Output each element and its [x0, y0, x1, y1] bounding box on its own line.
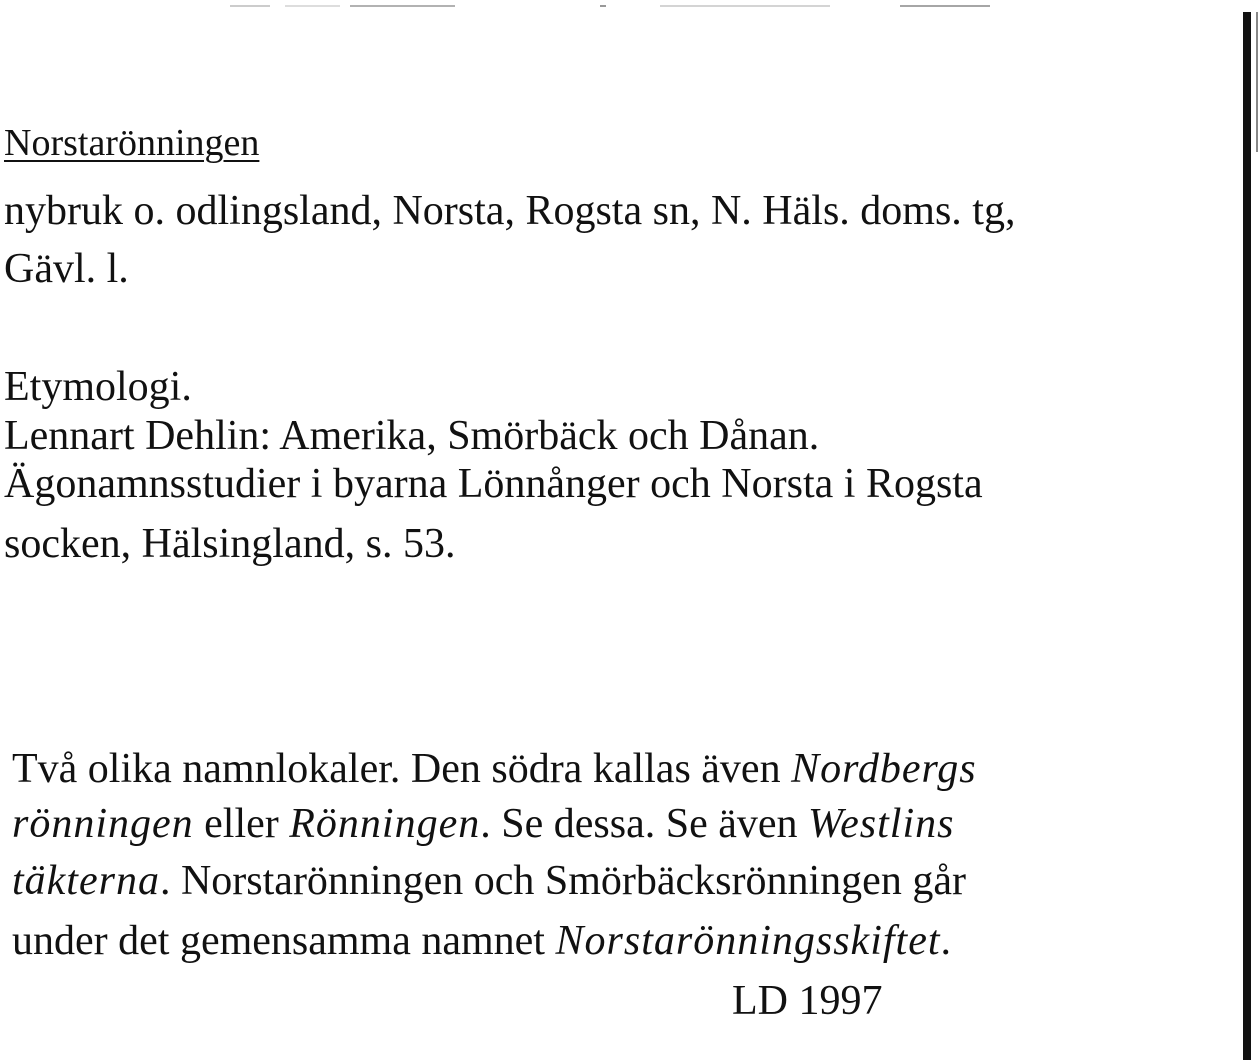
definition-line: Gävl. l. — [4, 246, 129, 292]
note-italic-name: rönningen — [12, 801, 194, 847]
note-line — [12, 860, 966, 902]
card-edge-faint-line — [1256, 12, 1258, 152]
note-text: . — [940, 918, 952, 964]
source-line: Ägonamnsstudier i byarna Lönnånger och Norsta i Rogsta — [4, 461, 983, 507]
note-italic-name: täkterna — [12, 858, 160, 904]
headword: Norstarönningen — [4, 122, 260, 164]
note-text: under det gemensamma namnet — [12, 918, 556, 964]
signature: LD 1997 — [732, 978, 883, 1024]
note-text: . Norstarönningen och Smörbäcksrönningen går — [159, 858, 966, 904]
note-italic-name: Nordbergs — [791, 746, 977, 792]
note-text: . Se dessa. Se även — [480, 801, 808, 847]
card-right-edge-shadow — [1243, 12, 1251, 1060]
source-line: Lennart Dehlin: Amerika, Smörbäck och Dånan. — [4, 413, 820, 459]
note-italic-name: Westlins — [808, 801, 955, 847]
note-line — [12, 803, 954, 845]
source-line: socken, Hälsingland, s. 53. — [4, 521, 456, 567]
note-text: eller — [193, 801, 290, 847]
note-italic-name: Norstarönningsskiftet — [555, 918, 941, 964]
note-italic-name: Rönningen — [289, 801, 481, 847]
definition-line: nybruk o. odlingsland, Norsta, Rogsta sn, N. Häls. doms. tg, — [4, 188, 1016, 234]
scan-artifact-marks — [230, 0, 990, 8]
note-line — [12, 748, 977, 790]
note-text: Två olika namnlokaler. Den södra kallas även — [12, 746, 792, 792]
etymology-heading: Etymologi. — [4, 364, 192, 410]
note-line — [12, 920, 951, 962]
